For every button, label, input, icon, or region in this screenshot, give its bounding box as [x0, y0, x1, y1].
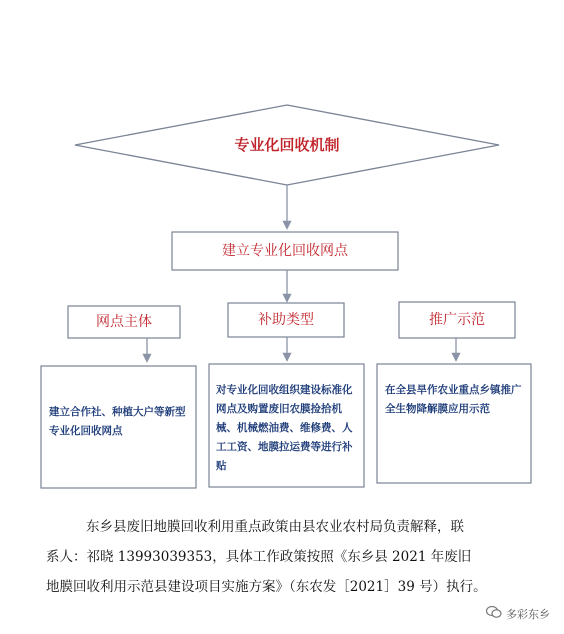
branch-desc-2: 对专业化回收组织建设标准化网点及购置废旧农膜捡拾机械、机械燃油费、维修费、人工工资、地膜拉运费等进行补贴 [216, 384, 353, 472]
network-label: 建立专业化回收网点 [222, 243, 348, 259]
branch-desc-3: 在全县旱作农业重点乡镇推广全生物降解膜应用示范 [385, 384, 522, 415]
wechat-icon [486, 605, 502, 622]
footer-line: 地膜回收利用示范县建设项目实施方案》（东农发［2021］39 号）执行。 [46, 579, 487, 595]
branch-label-3: 推广示范 [429, 312, 485, 328]
title-label: 专业化回收机制 [234, 136, 340, 154]
footer-text [46, 512, 524, 602]
branch-label-1: 网点主体 [96, 314, 152, 330]
branch-desc-1: 建立合作社、种植大户等新型专业化回收网点 [49, 406, 186, 437]
watermark-text: 多彩东乡 [506, 607, 550, 621]
footer-line: 东乡县废旧地膜回收利用重点政策由县农业农村局负责解释，联 [86, 519, 464, 535]
watermark [486, 605, 550, 622]
branch-label-2: 补助类型 [258, 312, 314, 328]
footer-line: 系人：祁晓 13993039353，具体工作政策按照《东乡县 2021 年废旧 [46, 549, 472, 565]
